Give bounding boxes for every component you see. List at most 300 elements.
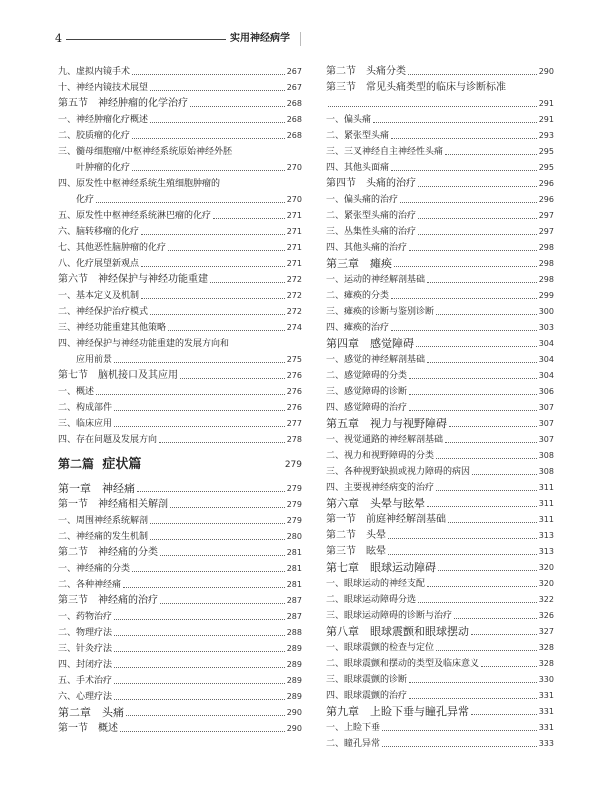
leader-dots <box>168 330 285 331</box>
toc-entry-page: 280 <box>286 532 302 541</box>
leader-dots <box>141 266 285 267</box>
leader-dots <box>159 442 285 443</box>
toc-entry-page: 306 <box>538 387 554 396</box>
leader-dots <box>471 714 537 715</box>
toc-entry-page: 293 <box>538 131 554 140</box>
toc-entry[interactable] <box>326 307 554 317</box>
toc-entry-title: 一、神经痛的分类 <box>58 564 131 574</box>
toc-entry-title: 二、瘫痪的分类 <box>326 291 390 301</box>
toc-entry[interactable] <box>326 675 554 685</box>
toc-entry-title: 第三节 眩晕 <box>326 546 386 557</box>
book-title: 实用神经病学 <box>230 33 290 44</box>
toc-entry[interactable] <box>58 724 302 734</box>
toc-entry-page: 291 <box>538 99 554 108</box>
toc-entry[interactable] <box>58 660 302 670</box>
toc-entry-page: 298 <box>538 259 554 268</box>
toc-entry[interactable] <box>58 115 302 125</box>
toc-entry[interactable] <box>326 355 554 365</box>
toc-entry[interactable] <box>326 531 554 541</box>
toc-entry-title: 第一章 神经痛 <box>58 482 135 495</box>
leader-dots <box>141 298 285 299</box>
toc-entry[interactable] <box>58 323 302 333</box>
toc-entry-title: 三、三叉神经自主神经性头痛 <box>326 147 444 157</box>
toc-entry[interactable] <box>326 291 554 301</box>
toc-entry-page: 299 <box>538 291 554 300</box>
leader-dots <box>168 250 285 251</box>
leader-dots <box>436 314 537 315</box>
toc-entry[interactable] <box>58 580 302 590</box>
leader-dots <box>409 698 537 699</box>
toc-entry-title: 八、化疗展望新观点 <box>58 259 140 269</box>
toc-entry[interactable] <box>58 179 302 189</box>
toc-entry-page: 307 <box>538 419 554 428</box>
toc-entry-page: 276 <box>286 371 302 380</box>
leader-dots <box>114 619 285 620</box>
toc-entry[interactable] <box>326 643 554 653</box>
leader-dots <box>391 330 537 331</box>
toc-entry-page: 277 <box>286 419 302 428</box>
toc-entry[interactable] <box>326 595 554 605</box>
toc-entry-title: 三、丛集性头痛的治疗 <box>326 227 417 237</box>
leader-dots <box>382 746 537 747</box>
toc-entry-page: 307 <box>538 403 554 412</box>
leader-dots <box>409 410 537 411</box>
leader-dots <box>445 154 537 155</box>
toc-entry-title: 三、眼球震颤的诊断 <box>326 675 408 685</box>
toc-entry-page: 268 <box>286 99 302 108</box>
toc-entry-title: 一、眼球运动的神经支配 <box>326 579 426 589</box>
toc-entry[interactable] <box>326 243 554 253</box>
toc-entry-page: 307 <box>538 435 554 444</box>
leader-dots <box>409 250 537 251</box>
leader-dots <box>132 138 285 139</box>
leader-dots <box>141 234 285 235</box>
toc-entry-title: 第二节 头痛分类 <box>326 66 406 77</box>
leader-dots <box>96 394 285 395</box>
toc-entry-title: 第五章 视力与视野障碍 <box>326 417 447 430</box>
toc-entry-title: 第四章 感觉障碍 <box>326 337 414 350</box>
toc-entry-page: 297 <box>538 211 554 220</box>
toc-entry[interactable] <box>326 659 554 669</box>
toc-entry[interactable] <box>326 483 554 493</box>
leader-dots <box>114 699 285 700</box>
toc-entry-page: 327 <box>538 627 554 636</box>
toc-entry[interactable] <box>326 83 554 93</box>
leader-dots <box>132 74 285 75</box>
toc-entry-page: 304 <box>538 371 554 380</box>
toc-entry-page: 313 <box>538 531 554 540</box>
part-page: 279 <box>284 460 302 470</box>
toc-entry[interactable] <box>326 451 554 461</box>
leader-dots <box>408 74 537 75</box>
leader-dots <box>481 666 537 667</box>
toc-entry-title: 四、主要视神经病变的治疗 <box>326 483 435 493</box>
toc-entry-title: 第六节 神经保护与神经功能重建 <box>58 274 208 285</box>
toc-entry[interactable] <box>326 211 554 221</box>
toc-entry-title: 二、各种神经痛 <box>58 580 122 590</box>
toc-entry-title: 一、基本定义及机制 <box>58 291 140 301</box>
toc-entry[interactable] <box>58 692 302 702</box>
toc-entry-page: 271 <box>286 211 302 220</box>
toc-entry[interactable] <box>326 563 554 573</box>
toc-entry[interactable] <box>326 691 554 701</box>
toc-entry-page: 308 <box>538 451 554 460</box>
toc-entry[interactable] <box>326 627 554 637</box>
toc-entry-page: 298 <box>538 243 554 252</box>
leader-dots <box>427 282 537 283</box>
toc-entry-page: 298 <box>538 275 554 284</box>
toc-entry-title: 二、眼球震颤和摆动的类型及临床意义 <box>326 659 480 669</box>
toc-entry-title: 七、其他恶性脑肿瘤的化疗 <box>58 243 167 253</box>
toc-entry-page: 274 <box>286 323 302 332</box>
leader-dots <box>454 618 537 619</box>
toc-entry-page: 276 <box>286 403 302 412</box>
leader-dots <box>160 555 285 556</box>
leader-dots <box>449 426 537 427</box>
toc-entry-page: 268 <box>286 131 302 140</box>
leader-dots <box>373 122 537 123</box>
toc-entry-page: 331 <box>538 723 554 732</box>
leader-dots <box>436 490 537 491</box>
toc-entry-title: 四、神经保护与神经功能重建的发展方向和 <box>58 339 230 349</box>
leader-dots <box>388 554 537 555</box>
leader-dots <box>418 186 537 187</box>
toc-entry[interactable] <box>58 195 302 205</box>
toc-entry[interactable] <box>58 275 302 285</box>
toc-entry[interactable] <box>326 67 554 77</box>
toc-entry-title: 一、偏头痛 <box>326 115 372 125</box>
toc-entry-page: 289 <box>286 676 302 685</box>
leader-dots <box>418 234 537 235</box>
toc-entry[interactable] <box>58 548 302 558</box>
toc-entry[interactable] <box>58 67 302 77</box>
toc-entry[interactable] <box>326 131 554 141</box>
toc-entry[interactable] <box>326 723 554 733</box>
toc-entry-title: 三、神经功能重建其他策略 <box>58 323 167 333</box>
toc-entry[interactable] <box>58 371 302 381</box>
toc-entry[interactable] <box>326 403 554 413</box>
toc-entry-page: 270 <box>286 195 302 204</box>
toc-entry-title: 第七章 眼球运动障碍 <box>326 561 436 574</box>
toc-entry-page: 331 <box>538 691 554 700</box>
toc-entry-page: 287 <box>286 612 302 621</box>
toc-left-column <box>58 67 302 740</box>
toc-entry-page: 291 <box>538 115 554 124</box>
toc-entry[interactable] <box>58 644 302 654</box>
leader-dots <box>120 731 285 732</box>
toc-entry-title: 叶肿瘤的化疗 <box>76 163 131 173</box>
toc-entry-title: 二、神经保护治疗模式 <box>58 307 149 317</box>
toc-entry-page: 313 <box>538 547 554 556</box>
leader-dots <box>445 442 537 443</box>
toc-entry[interactable] <box>58 612 302 622</box>
toc-entry-title: 一、运动的神经解剖基础 <box>326 275 426 285</box>
toc-entry-title: 第三章 瘫痪 <box>326 257 392 270</box>
toc-entry[interactable] <box>58 227 302 237</box>
toc-entry[interactable] <box>58 259 302 269</box>
toc-entry[interactable] <box>326 371 554 381</box>
leader-dots <box>123 587 285 588</box>
toc-entry[interactable] <box>326 99 554 109</box>
leader-dots <box>391 138 537 139</box>
toc-entry-title: 四、封闭疗法 <box>58 660 113 670</box>
toc-entry[interactable] <box>326 467 554 477</box>
toc-entry-page: 295 <box>538 147 554 156</box>
toc-entry-title: 一、感觉的神经解剖基础 <box>326 355 426 365</box>
toc-entry-page: 303 <box>538 323 554 332</box>
toc-entry[interactable] <box>58 516 302 526</box>
toc-entry[interactable] <box>58 564 302 574</box>
toc-entry[interactable] <box>58 307 302 317</box>
toc-entry-title: 第一节 概述 <box>58 723 118 734</box>
leader-dots <box>472 474 537 475</box>
toc-entry[interactable] <box>326 419 554 429</box>
leader-dots <box>471 634 537 635</box>
toc-entry-title: 六、脑转移瘤的化疗 <box>58 227 140 237</box>
toc-entry-page: 267 <box>286 67 302 76</box>
toc-entry-title: 三、感觉障碍的诊断 <box>326 387 408 397</box>
toc-entry-title: 五、原发性中枢神经系统淋巴瘤的化疗 <box>58 211 212 221</box>
leader-dots <box>114 651 285 652</box>
leader-dots <box>190 106 285 107</box>
leader-dots <box>137 491 285 492</box>
toc-entry[interactable] <box>58 243 302 253</box>
toc-entry[interactable] <box>58 500 302 510</box>
toc-entry-title: 一、偏头痛的治疗 <box>326 195 399 205</box>
leader-dots <box>416 346 537 347</box>
leader-dots <box>150 122 285 123</box>
toc-entry-page: 328 <box>538 643 554 652</box>
toc-entry[interactable] <box>326 179 554 189</box>
toc-entry[interactable] <box>58 676 302 686</box>
leader-dots <box>436 458 537 459</box>
toc-entry-page: 320 <box>538 563 554 572</box>
toc-entry[interactable] <box>58 403 302 413</box>
toc-entry-page: 297 <box>538 227 554 236</box>
toc-entry[interactable] <box>58 355 302 365</box>
leader-dots <box>382 730 537 731</box>
leader-dots <box>400 202 537 203</box>
toc-entry-title: 二、瞳孔异常 <box>326 739 381 749</box>
header-divider <box>300 32 301 46</box>
leader-dots <box>448 522 537 523</box>
toc-entry-title: 应用前景 <box>76 355 113 365</box>
toc-entry-title: 四、存在问题及发展方向 <box>58 435 158 445</box>
toc-entry-title: 一、视觉通路的神经解剖基础 <box>326 435 444 445</box>
toc-entry-title: 六、心理疗法 <box>58 692 113 702</box>
leader-dots <box>427 362 537 363</box>
toc-entry-page: 290 <box>286 724 302 733</box>
toc-entry[interactable] <box>58 131 302 141</box>
leader-dots <box>427 586 537 587</box>
toc-entry[interactable] <box>326 115 554 125</box>
leader-dots <box>126 715 285 716</box>
toc-entry-page: 328 <box>538 659 554 668</box>
toc-entry-page: 311 <box>538 515 554 524</box>
toc-entry-page: 296 <box>538 195 554 204</box>
toc-entry-page: 289 <box>286 644 302 653</box>
toc-entry-title: 二、物理疗法 <box>58 628 113 638</box>
toc-entry-title: 一、眼球震颤的检查与定位 <box>326 643 435 653</box>
toc-entry[interactable] <box>58 163 302 173</box>
toc-entry-title: 第一节 神经痛相关解剖 <box>58 499 168 510</box>
toc-entry-page: 304 <box>538 355 554 364</box>
toc-entry-page: 278 <box>286 435 302 444</box>
toc-entry-page: 288 <box>286 628 302 637</box>
leader-dots <box>409 378 537 379</box>
toc-part-heading[interactable] <box>58 459 302 470</box>
toc-entry-page: 326 <box>538 611 554 620</box>
toc-entry[interactable] <box>58 211 302 221</box>
toc-entry-page: 281 <box>286 564 302 573</box>
leader-dots <box>96 202 285 203</box>
toc-entry-page: 271 <box>286 243 302 252</box>
toc-entry-title: 第九章 上睑下垂与瞳孔异常 <box>326 705 469 718</box>
leader-dots <box>394 266 537 267</box>
toc-entry[interactable] <box>58 339 302 349</box>
toc-entry[interactable] <box>58 532 302 542</box>
leader-dots <box>114 426 285 427</box>
leader-dots <box>150 314 285 315</box>
toc-entry-page: 268 <box>286 115 302 124</box>
toc-entry-page: 290 <box>286 708 302 717</box>
toc-entry-title: 四、其他头面痛 <box>326 163 390 173</box>
toc-entry-page: 290 <box>538 67 554 76</box>
toc-entry-title: 三、眼球运动障碍的诊断与治疗 <box>326 611 453 621</box>
toc-entry-title: 二、紧张型头痛的治疗 <box>326 211 417 221</box>
toc-entry-page: 331 <box>538 707 554 716</box>
toc-entry-title: 三、临床应用 <box>58 419 113 429</box>
toc-entry[interactable] <box>326 435 554 445</box>
toc-entry-page: 322 <box>538 595 554 604</box>
header-rule <box>66 39 226 40</box>
toc-entry[interactable] <box>326 259 554 269</box>
toc-entry-title: 第二节 神经痛的分类 <box>58 547 158 558</box>
leader-dots <box>409 394 537 395</box>
toc-entry[interactable] <box>326 611 554 621</box>
leader-dots <box>438 570 537 571</box>
toc-entry-page: 279 <box>286 484 302 493</box>
toc-entry-page: 296 <box>538 179 554 188</box>
leader-dots <box>114 635 285 636</box>
toc-entry-page: 311 <box>538 483 554 492</box>
toc-entry-page: 311 <box>538 499 554 508</box>
leader-dots <box>391 298 537 299</box>
toc-entry-title: 四、原发性中枢神经系统生殖细胞肿瘤的 <box>58 179 221 189</box>
toc-entry[interactable] <box>326 195 554 205</box>
toc-entry[interactable] <box>58 147 302 157</box>
toc-entry[interactable] <box>58 99 302 109</box>
toc-entry-page: 279 <box>286 500 302 509</box>
toc-entry[interactable] <box>58 291 302 301</box>
toc-entry-page: 279 <box>286 516 302 525</box>
leader-dots <box>388 538 537 539</box>
toc-entry[interactable] <box>326 227 554 237</box>
toc-entry-title: 三、瘫痪的诊断与鉴别诊断 <box>326 307 435 317</box>
toc-entry-page: 281 <box>286 548 302 557</box>
leader-dots <box>150 539 285 540</box>
toc-entry[interactable] <box>326 739 554 749</box>
toc-entry-page: 271 <box>286 259 302 268</box>
toc-entry[interactable] <box>58 83 302 93</box>
toc-entry[interactable] <box>58 387 302 397</box>
leader-dots <box>132 170 285 171</box>
toc-entry[interactable] <box>58 628 302 638</box>
leader-dots <box>418 218 537 219</box>
leader-dots <box>427 506 537 507</box>
toc-entry[interactable] <box>58 596 302 606</box>
leader-dots <box>213 218 285 219</box>
leader-dots <box>114 667 285 668</box>
toc-entry-title: 三、各种视野缺损或视力障碍的病因 <box>326 467 471 477</box>
toc-entry-page: 333 <box>538 739 554 748</box>
toc-entry-title: 三、针灸疗法 <box>58 644 113 654</box>
toc-entry[interactable] <box>326 163 554 173</box>
toc-entry-title: 第三节 神经痛的治疗 <box>58 595 158 606</box>
toc-entry-page: 330 <box>538 675 554 684</box>
toc-entry[interactable] <box>326 147 554 157</box>
leader-dots <box>210 282 285 283</box>
toc-entry-title: 二、神经痛的发生机制 <box>58 532 149 542</box>
toc-entry-title: 九、虚拟内镜手术 <box>58 67 131 77</box>
toc-entry-page: 281 <box>286 580 302 589</box>
toc-right-column <box>326 67 554 755</box>
toc-entry-title: 四、瘫痪的治疗 <box>326 323 390 333</box>
toc-entry-page: 289 <box>286 692 302 701</box>
toc-entry[interactable] <box>326 499 554 509</box>
toc-entry[interactable] <box>326 547 554 557</box>
toc-entry-page: 300 <box>538 307 554 316</box>
toc-entry[interactable] <box>58 708 302 718</box>
toc-entry-page: 272 <box>286 307 302 316</box>
toc-entry[interactable] <box>326 275 554 285</box>
toc-entry-page: 304 <box>538 339 554 348</box>
leader-dots <box>170 507 285 508</box>
toc-entry-title: 第二节 头晕 <box>326 530 386 541</box>
leader-dots <box>160 603 285 604</box>
toc-entry-page: 295 <box>538 163 554 172</box>
toc-entry-title: 第二章 头痛 <box>58 706 124 719</box>
toc-entry-page: 287 <box>286 596 302 605</box>
leader-dots <box>132 571 285 572</box>
toc-entry[interactable] <box>326 387 554 397</box>
toc-entry[interactable] <box>58 484 302 494</box>
leader-dots <box>409 682 537 683</box>
toc-entry[interactable] <box>58 419 302 429</box>
toc-entry-title: 二、构成部件 <box>58 403 113 413</box>
toc-entry[interactable] <box>58 435 302 445</box>
toc-entry[interactable] <box>326 515 554 525</box>
toc-entry-title: 第八章 眼球震颤和眼球摆动 <box>326 625 469 638</box>
toc-entry[interactable] <box>326 323 554 333</box>
toc-entry-title: 第四节 头痛的治疗 <box>326 178 416 189</box>
toc-entry-page: 320 <box>538 579 554 588</box>
toc-entry-page: 272 <box>286 291 302 300</box>
toc-entry[interactable] <box>326 579 554 589</box>
toc-entry-title: 一、上睑下垂 <box>326 723 381 733</box>
toc-entry-title: 一、神经肿瘤化疗概述 <box>58 115 149 125</box>
toc-entry[interactable] <box>326 339 554 349</box>
leader-dots <box>418 602 537 603</box>
leader-dots <box>114 683 285 684</box>
leader-dots <box>114 410 285 411</box>
toc-entry-title: 第六章 头晕与眩晕 <box>326 497 425 510</box>
leader-dots <box>114 362 285 363</box>
toc-entry-page: 275 <box>286 355 302 364</box>
toc-entry-title: 四、眼球震颤的治疗 <box>326 691 408 701</box>
toc-entry-title: 一、药物治疗 <box>58 612 113 622</box>
toc-entry[interactable] <box>326 707 554 717</box>
